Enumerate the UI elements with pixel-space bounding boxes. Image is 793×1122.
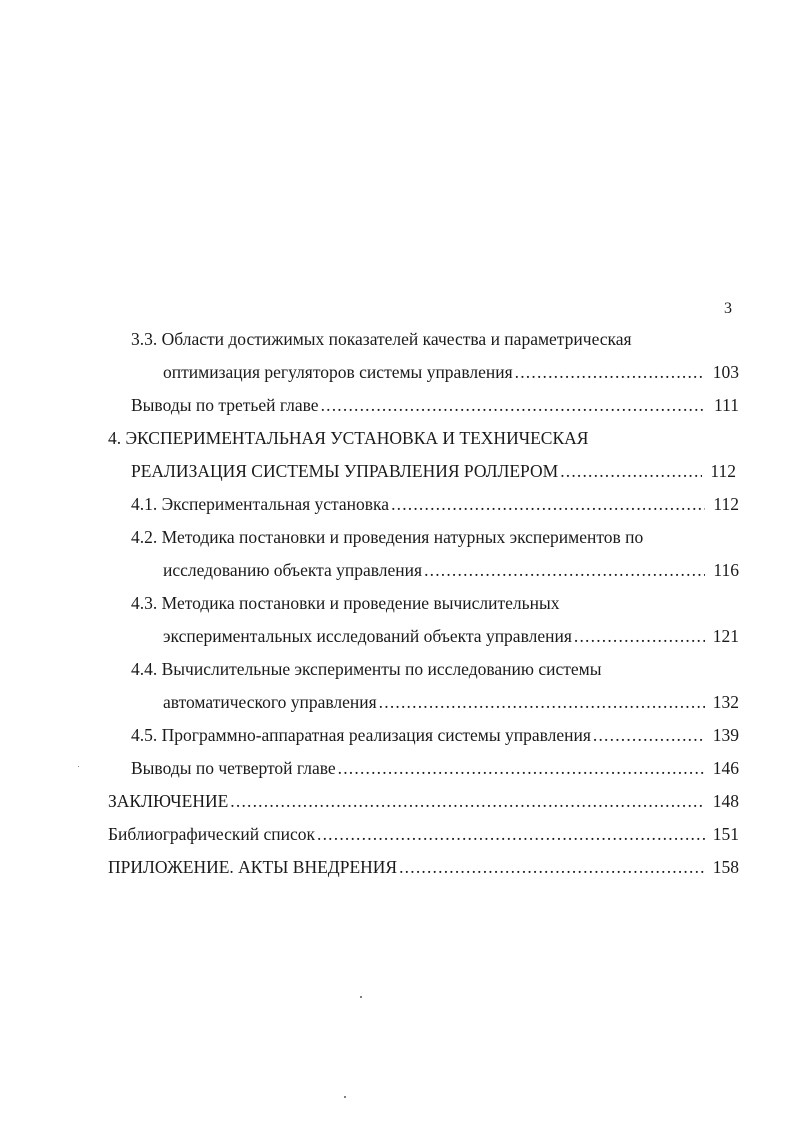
toc-entry-page: 111 [714,395,739,415]
toc-entry-text: автоматического управления [163,692,377,712]
toc-entry-conclusions-4 [131,757,739,781]
toc-entry-appendix [108,856,739,880]
toc-entry-text: 4. ЭКСПЕРИМЕНТАЛЬНАЯ УСТАНОВКА И ТЕХНИЧЕСКАЯ [108,428,589,448]
toc-entry-page: 132 [712,692,739,712]
toc-entry-4-3-title [131,592,741,616]
toc-leader-dots [513,361,705,383]
toc-leader-dots [572,625,705,647]
scan-speck [78,766,79,767]
toc-entry-4-4 [163,691,739,715]
scan-speck [344,1096,346,1098]
toc-entry-page: 139 [712,725,739,745]
page-number: 3 [724,300,732,317]
toc-entry-conclusion [108,790,739,814]
toc-entry-text: исследованию объекта управления [163,560,423,580]
toc-entry-text: ПРИЛОЖЕНИЕ. АКТЫ ВНЕДРЕНИЯ [108,857,398,877]
toc-entry-bibliography [108,823,739,847]
toc-entry-4-4-title [131,658,741,682]
toc-entry-text: 4.3. Методика постановки и проведение вычислительных [131,593,560,613]
toc-entry-4-3 [163,625,739,649]
toc-entry-text: Библиографический список [108,824,316,844]
toc-leader-dots [377,691,705,713]
toc-entry-4-5 [131,724,739,748]
toc-leader-dots [422,559,705,581]
toc-leader-dots [315,823,705,845]
toc-entry-text: оптимизация регуляторов системы управления [163,362,513,382]
toc-entry-page: 112 [710,461,736,481]
toc-entry-page: 112 [713,494,739,514]
toc-entry-text: 3.3. Области достижимых показателей качества и параметрическая [131,329,632,349]
toc-entry-text: 4.4. Вычислительные эксперименты по исследованию системы [131,659,602,679]
toc-leader-dots [558,460,702,482]
toc-entry-4-2-title [131,526,741,550]
toc-entry-page: 121 [712,626,739,646]
toc-leader-dots [397,856,705,878]
toc-entry-text: 4.1. Экспериментальная установка [131,494,390,514]
toc-entry-page: 151 [712,824,739,844]
toc-leader-dots [336,757,705,779]
toc-leader-dots [591,724,705,746]
scan-speck [360,996,362,998]
toc-entry-page: 116 [713,560,739,580]
toc-entry-text: 4.5. Программно-аппаратная реализация системы управления [131,725,591,745]
toc-entry-3-3-title [131,328,741,352]
toc-entry-4-2 [163,559,739,583]
toc-leader-dots [228,790,704,812]
toc-leader-dots [389,493,705,515]
toc-entry-chapter-4 [131,460,736,484]
toc-entry-text: Выводы по четвертой главе [131,758,336,778]
toc-entry-4-1 [131,493,739,517]
toc-entry-page: 146 [712,758,739,778]
toc-entry-page: 158 [712,857,739,877]
toc-entry-page: 103 [712,362,739,382]
toc-entry-3-3 [163,361,739,385]
toc-entry-text: РЕАЛИЗАЦИЯ СИСТЕМЫ УПРАВЛЕНИЯ РОЛЛЕРОМ [131,461,559,481]
toc-entry-text: экспериментальных исследований объекта управления [163,626,572,646]
toc-entry-text: 4.2. Методика постановки и проведения натурных экспериментов по [131,527,644,547]
toc-entry-text: Выводы по третьей главе [131,395,319,415]
toc-leader-dots [319,394,706,416]
toc-entry-text: ЗАКЛЮЧЕНИЕ [108,791,229,811]
toc-entry-conclusions-3 [131,394,739,418]
toc-entry-chapter-4-title [108,427,738,451]
toc-entry-page: 148 [712,791,739,811]
